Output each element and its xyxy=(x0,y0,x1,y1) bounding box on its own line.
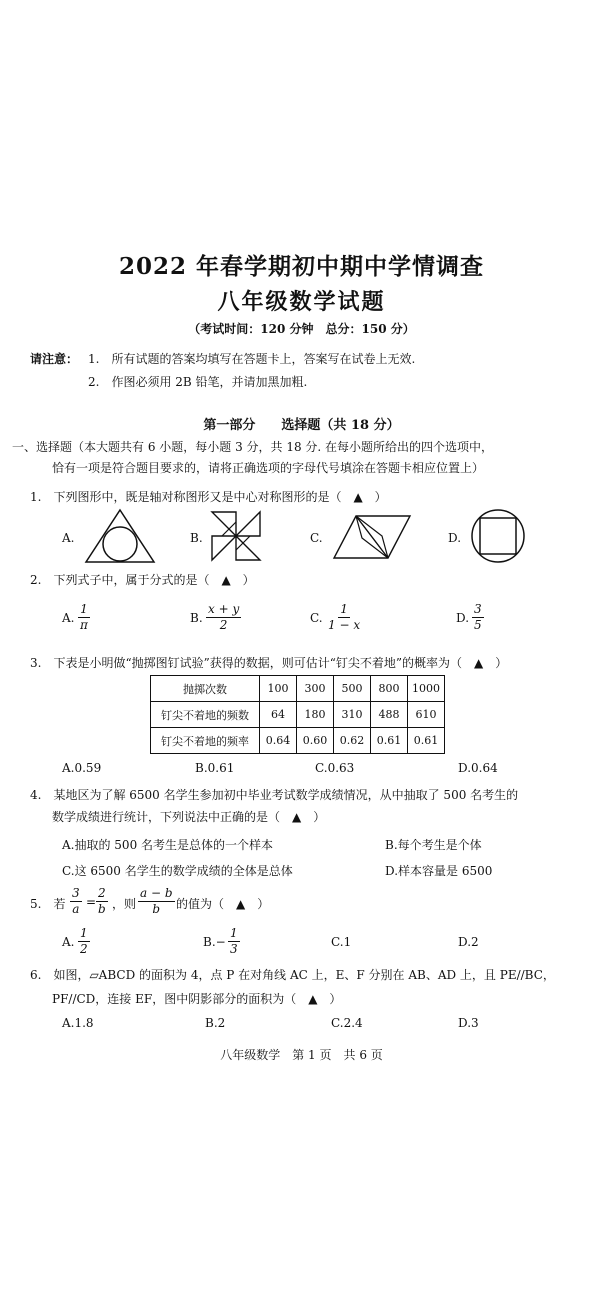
q6-option-c: C.2.4 xyxy=(331,1016,363,1030)
note-item-2: 2. 作图必须用 2B 铅笔，并请加黑加粗. xyxy=(88,375,308,389)
q3-option-d: D.0.64 xyxy=(458,761,498,775)
question-5-prefix: 5. 若 xyxy=(30,897,66,911)
q5-fraction-2-over-b xyxy=(96,886,108,917)
question-5-suffix: 的值为（ ▲ ） xyxy=(176,897,270,911)
section-intro-line-2: 恰有一项是符合题目要求的，请将正确选项的字母代号填涂在答题卡相应位置上） xyxy=(52,461,485,475)
question-2-stem: 2. 下列式子中，属于分式的是（ ▲ ） xyxy=(30,573,255,587)
note-item-1: 1. 所有试题的答案均填写在答题卡上，答案写在试卷上无效. xyxy=(88,352,416,366)
table-cell: 0.61 xyxy=(371,728,408,754)
q4-option-c: C.这 6500 名学生的数学成绩的全体是总体 xyxy=(62,864,293,878)
q5-b-denominator: 3 xyxy=(230,942,238,956)
table-row-header: 钉尖不着地的频率 xyxy=(151,728,260,754)
q1-option-c: C. xyxy=(310,531,323,545)
q5-b-numerator: 1 xyxy=(230,926,238,940)
notes-label: 请注意： xyxy=(30,352,79,366)
question-1-stem: 1. 下列图形中，既是轴对称图形又是中心对称图形的是（ ▲ ） xyxy=(30,490,387,504)
q5-then: ，则 xyxy=(112,897,137,911)
q2-option-c-fraction xyxy=(326,602,362,633)
circle-with-inscribed-square-icon xyxy=(470,508,526,564)
q2-option-a-label: A. xyxy=(62,611,75,625)
q2-b-numerator: x + y xyxy=(208,602,240,616)
q2-option-a-fraction xyxy=(78,602,90,633)
q5-option-b-fraction xyxy=(228,926,240,957)
question-6-stem-line-1: 6. 如图，▱ABCD 的面积为 4，点 P 在对角线 AC 上，E、F 分别在 AB、AD 上，且 PE//BC， xyxy=(30,968,555,982)
q6-option-d: D.3 xyxy=(458,1016,479,1030)
q4-option-b: B.每个考生是个体 xyxy=(385,838,482,852)
q5-f3-numerator: a − b xyxy=(140,886,173,900)
section-intro-line-1: 一、选择题（本大题共有 6 小题，每小题 3 分，共 18 分. 在每小题所给出的四个选项中， xyxy=(12,440,494,454)
q5-fraction-a-minus-b-over-b xyxy=(138,886,175,917)
q2-option-d-fraction xyxy=(472,602,484,633)
table-row xyxy=(151,728,445,754)
q3-option-b: B.0.61 xyxy=(195,761,235,775)
q5-fraction-3-over-a xyxy=(70,886,82,917)
q5-a-denominator: 2 xyxy=(80,942,88,956)
q5-f1-denominator: a xyxy=(72,902,80,916)
q2-c-numerator: 1 xyxy=(340,602,348,616)
table-cell: 488 xyxy=(371,702,408,728)
table-cell: 0.62 xyxy=(334,728,371,754)
page-footer: 八年级数学 第 1 页 共 6 页 xyxy=(220,1048,383,1062)
question-3-stem: 3. 下表是小明做“抛掷图钉试验”获得的数据，则可估计“钉尖不着地”的概率为（ ▲ ） xyxy=(30,656,508,670)
section-heading: 第一部分 选择题（共 18 分） xyxy=(203,418,400,433)
q5-f1-numerator: 3 xyxy=(72,886,80,900)
question-6-stem-line-2: PF//CD，连接 EF，图中阴影部分的面积为（ ▲ ） xyxy=(52,992,342,1006)
frequency-table xyxy=(150,675,445,754)
parallelogram-with-inner-shape-icon xyxy=(332,514,412,560)
q5-option-a-fraction xyxy=(78,926,90,957)
triangle-with-inscribed-circle-icon xyxy=(84,508,156,564)
q1-option-d: D. xyxy=(448,531,462,545)
table-row xyxy=(151,702,445,728)
table-cell: 180 xyxy=(297,702,334,728)
q2-a-numerator: 1 xyxy=(80,602,88,616)
q3-option-a: A.0.59 xyxy=(62,761,102,775)
table-row-header: 钉尖不着地的频数 xyxy=(151,702,260,728)
table-cell: 800 xyxy=(371,676,408,702)
q5-option-d: D.2 xyxy=(458,935,479,949)
q2-d-numerator: 3 xyxy=(474,602,482,616)
q3-option-c: C.0.63 xyxy=(315,761,355,775)
q2-b-denominator: 2 xyxy=(219,618,228,632)
table-cell: 610 xyxy=(408,702,445,728)
q5-option-a-label: A. xyxy=(62,935,75,949)
table-row-header: 抛掷次数 xyxy=(151,676,260,702)
table-cell: 0.61 xyxy=(408,728,445,754)
q2-c-denominator: 1 − x xyxy=(328,618,361,632)
q2-option-b-fraction xyxy=(206,602,241,633)
q2-option-d-label: D. xyxy=(456,611,470,625)
table-cell: 0.60 xyxy=(297,728,334,754)
q1-option-b: B. xyxy=(190,531,203,545)
q4-option-d: D.样本容量是 6500 xyxy=(385,864,493,878)
q5-option-b-label: B.− xyxy=(203,935,226,949)
exam-info: （考试时间：120 分钟 总分：150 分） xyxy=(188,322,415,336)
q2-option-b-label: B. xyxy=(190,611,203,625)
q1-option-a: A. xyxy=(62,531,75,545)
table-cell: 300 xyxy=(297,676,334,702)
question-4-stem-line-2: 数学成绩进行统计，下列说法中正确的是（ ▲ ） xyxy=(52,810,326,824)
q5-option-c: C.1 xyxy=(331,935,352,949)
table-cell: 100 xyxy=(260,676,297,702)
table-row xyxy=(151,676,445,702)
q2-a-denominator: π xyxy=(80,618,88,632)
subject-title: 八年级数学试题 xyxy=(217,289,386,315)
table-cell: 0.64 xyxy=(260,728,297,754)
table-cell: 1000 xyxy=(408,676,445,702)
table-cell: 310 xyxy=(334,702,371,728)
question-4-stem-line-1: 4. 某地区为了解 6500 名学生参加初中毕业考试数学成绩情况，从中抽取了 500 名考生的 xyxy=(30,788,519,802)
q5-f3-denominator: b xyxy=(152,902,161,916)
q5-f2-denominator: b xyxy=(98,902,106,916)
q2-d-denominator: 5 xyxy=(474,618,482,632)
q4-option-a: A.抽取的 500 名考生是总体的一个样本 xyxy=(62,838,274,852)
exam-title: 2022 年春学期初中期中学情调查 xyxy=(118,253,485,280)
q5-f2-numerator: 2 xyxy=(98,886,106,900)
q6-option-b: B.2 xyxy=(205,1016,226,1030)
q5-a-numerator: 1 xyxy=(80,926,88,940)
q5-equals: = xyxy=(86,895,97,909)
q2-option-c-label: C. xyxy=(310,611,323,625)
table-cell: 500 xyxy=(334,676,371,702)
q6-option-a: A.1.8 xyxy=(62,1016,94,1030)
table-cell: 64 xyxy=(260,702,297,728)
pinwheel-icon xyxy=(212,512,260,560)
